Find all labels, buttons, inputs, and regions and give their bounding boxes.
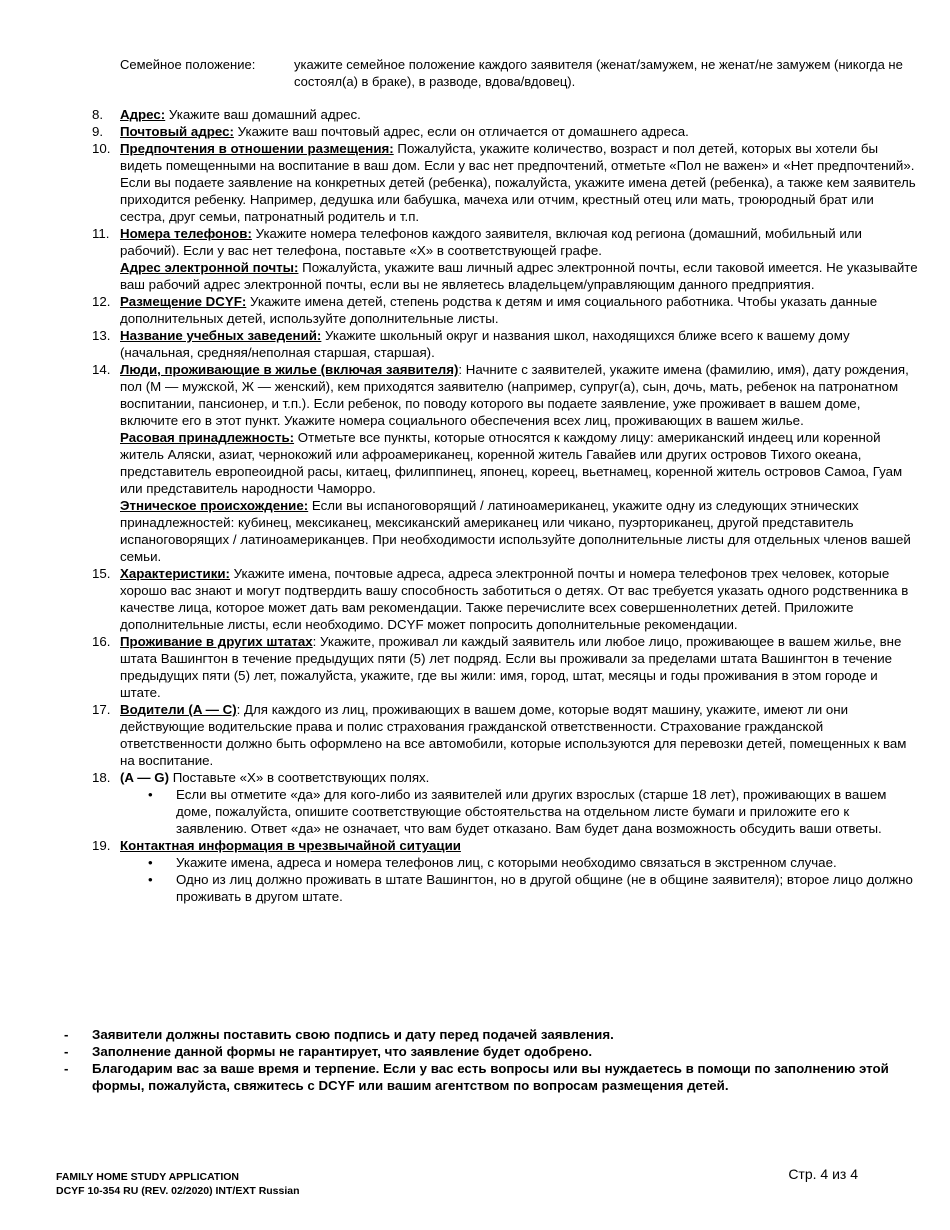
form-code: DCYF 10-354 RU (REV. 02/2020) INT/EXT Russian [56,1185,300,1197]
item-title: Водители (A — C) [120,702,237,717]
closing-note [60,1026,890,1043]
item-number: 16. [92,634,111,649]
item-title: Предпочтения в отношении размещения: [120,141,394,156]
item-title: Проживание в других штатах [120,634,313,649]
item-text: Укажите имена, почтовые адреса, адреса электронной почты и номера телефонов трех человек, которые хорошо вас знают и могут подтвердить вашу способность заботиться о детях. От вас требуется указать одного родственника в качестве лица, которое может дать вам рекомендации. Также перечислите всех совершеннолетних детей. Приложите дополнительные листы, если необходимо. DCYF может попросить дополнительные рекомендации. [120,566,909,632]
item-number: 17. [92,702,111,717]
item-title: Размещение DCYF: [120,294,247,309]
instruction-item [0,769,920,837]
closing-note-text: Благодарим вас за ваше время и терпение. Если у вас есть вопросы или вы нуждаетесь в помощи по заполнению этой формы, пожалуйста, свяжитесь с DCYF или вашим агентством по вопросам размещения детей. [92,1061,889,1093]
bullet-text: Укажите имена, адреса и номера телефонов лиц, с которыми необходимо связаться в экстренном случае. [176,855,837,870]
instruction-item [0,225,920,293]
item-number: 18. [92,770,111,785]
subsection-title: Этническое происхождение: [120,498,309,513]
instruction-item [0,123,920,140]
item-number: 8. [92,107,104,122]
item-text: : Начните с заявителей, укажите имена (фамилию, имя), дату рождения, пол (М — мужской, Ж — женский), кем приходятся заявителю (например, супруг(а), сын, дочь, мать, ребенок на патронатном воспитании, пансионер, и т.п.). Если ребенок, по поводу которого вы подаете заявление, уже проживает в вашем доме, включите его в этот пункт. Укажите номера социального обеспечения всех лиц, проживающих в вашем жилье. [120,362,909,428]
item-text: : Укажите, проживал ли каждый заявитель или любое лицо, проживающее в вашем жилье, вне штата Вашингтон в течение предыдущих пяти (5) лет подряд. Если вы проживали за пределами штата Вашингтон в течение предыдущих пяти (5) лет, пожалуйста, укажите, где вы жили: имя, город, штат, месяцы и годы проживания в этом городе и штате. [120,634,902,700]
item-title: Название учебных заведений: [120,328,322,343]
item-text: Укажите ваш домашний адрес. [165,107,361,122]
instruction-item [0,140,920,225]
subsection-title: Расовая принадлежность: [120,430,295,445]
closing-note-text: Заявители должны поставить свою подпись и дату перед подачей заявления. [92,1027,614,1042]
item-text: Укажите ваш почтовый адрес, если он отличается от домашнего адреса. [233,124,689,139]
bullet-item [120,854,920,871]
bullet-text: Если вы отметите «да» для кого-либо из заявителей или других взрослых (старше 18 лет), проживающих в вашем доме, пожалуйста, опишите соответствующие обстоятельства на отдельном листе бумаги и приложите его к заявлению. Ответ «да» не означает, что вам будет отказано. Вам будет дана возможность обсудить ваши ответы. [176,787,887,836]
item-number: 11. [92,226,110,241]
subsection-text: Отметьте все пункты, которые относятся к каждому лицу: американский индеец или коренной житель Аляски, азиат, чернокожий или афроамериканец, коренной житель Гавайев или других островов Тихого океана, представитель европеоидной расы, китаец, филиппинец, японец, кореец, вьетнамец, коренной житель островов Самоа, Гуам или представитель народности Чаморро. [120,430,903,496]
item-title: Почтовый адрес: [120,124,234,139]
item-text: Поставьте «X» в соответствующих полях. [169,770,430,785]
item-number: 9. [92,124,104,139]
instruction-item [0,293,920,327]
marital-status-note [120,56,910,90]
instruction-item [0,837,920,905]
subsection-text: Пожалуйста, укажите ваш личный адрес электронной почты, если таковой имеется. Не указывайте ваш рабочий адрес электронной почты, если вы не являетесь владельцем/управляющим данного предприятия. [120,260,918,292]
item-subsection [120,497,920,565]
bullet-icon: • [148,787,153,802]
item-title: Характеристики: [120,566,230,581]
closing-note-text: Заполнение данной формы не гарантирует, что заявление будет одобрено. [92,1044,593,1059]
form-footer [56,1170,300,1198]
bullet-icon: • [148,872,153,887]
instruction-item [0,327,920,361]
bullet-text: Одно из лиц должно проживать в штате Вашингтон, но в другой общине (не в общине заявителя); второе лицо должно проживать в другом штате. [176,872,913,904]
marital-status-text: укажите семейное положение каждого заявителя (женат/замужем, не женат/не замужем (никогда не состоял(а) в браке), в разводе, вдова/вдовец). [294,57,903,89]
item-title: (A — G) [120,770,169,785]
item-text: Пожалуйста, укажите количество, возраст и пол детей, которых вы хотели бы видеть помещенными на воспитание в ваш дом. Если у вас нет предпочтений, отметьте «Пол не важен» и «Нет предпочтений». Если вы подаете заявление на конкретных детей (ребенка), пожалуйста, укажите имена детей (ребенка), а также кем заявитель приходится ребенку. Например, дедушка или бабушка, мачеха или отчим, крестный отец или мать, троюродный брат или сестра, друг семьи, патронатный родитель и т.п. [120,141,916,224]
bullet-item [120,786,920,837]
item-title: Адрес: [120,107,166,122]
instruction-list [0,106,920,905]
dash-icon: - [64,1044,69,1059]
closing-notes [60,1026,890,1094]
item-number: 14. [92,362,111,377]
item-subsection [120,259,920,293]
bullet-list [120,786,920,837]
item-number: 19. [92,838,111,853]
item-number: 10. [92,141,111,156]
item-number: 13. [92,328,111,343]
bullet-icon: • [148,855,153,870]
dash-icon: - [64,1061,69,1076]
bullet-item [120,871,920,905]
item-number: 12. [92,294,111,309]
instruction-item [0,106,920,123]
item-text: Укажите школьный округ и названия школ, находящихся ближе всего к вашему дому (начальная, средняя/неполная старшая, старшая). [120,328,850,360]
item-text: Укажите номера телефонов каждого заявителя, включая код региона (домашний, мобильный или рабочий). Если у вас нет телефона, поставьте «X» в соответствующей графе. [120,226,862,258]
item-text: Укажите имена детей, степень родства к детям и имя социального работника. Чтобы указать данные дополнительных детей, используйте дополнительные листы. [120,294,878,326]
item-text: : Для каждого из лиц, проживающих в вашем доме, которые водят машину, укажите, имеют ли они действующие водительские права и полис страхования гражданской ответственности. Страхование гражданской ответственности должно быть оформлено на все автомобили, которые используются для перевозки детей, помещенных к вам на воспитание. [120,702,907,768]
page-number: Стр. 4 из 4 [788,1166,858,1182]
item-subsection [120,429,920,497]
instruction-item [0,565,920,633]
item-number: 15. [92,566,111,581]
instruction-item [0,633,920,701]
form-name: FAMILY HOME STUDY APPLICATION [56,1171,239,1183]
instruction-item [0,361,920,565]
subsection-text: Если вы испаноговорящий / латиноамериканец, укажите одну из следующих этнических принадлежностей: кубинец, мексиканец, мексиканский американец или чикано, пуэрториканец, другой представитель испаноговорящих / латиноамериканцев. При необходимости используйте дополнительные листы для отдельных членов вашей семьи. [120,498,911,564]
item-title: Номера телефонов: [120,226,252,241]
item-title: Люди, проживающие в жилье (включая заявителя) [120,362,459,377]
closing-note [60,1043,890,1060]
bullet-list [120,854,920,905]
marital-status-label: Семейное положение: [120,57,256,72]
closing-note [60,1060,890,1094]
item-title: Контактная информация в чрезвычайной ситуации [120,838,461,853]
subsection-title: Адрес электронной почты: [120,260,299,275]
instruction-item [0,701,920,769]
dash-icon: - [64,1027,69,1042]
